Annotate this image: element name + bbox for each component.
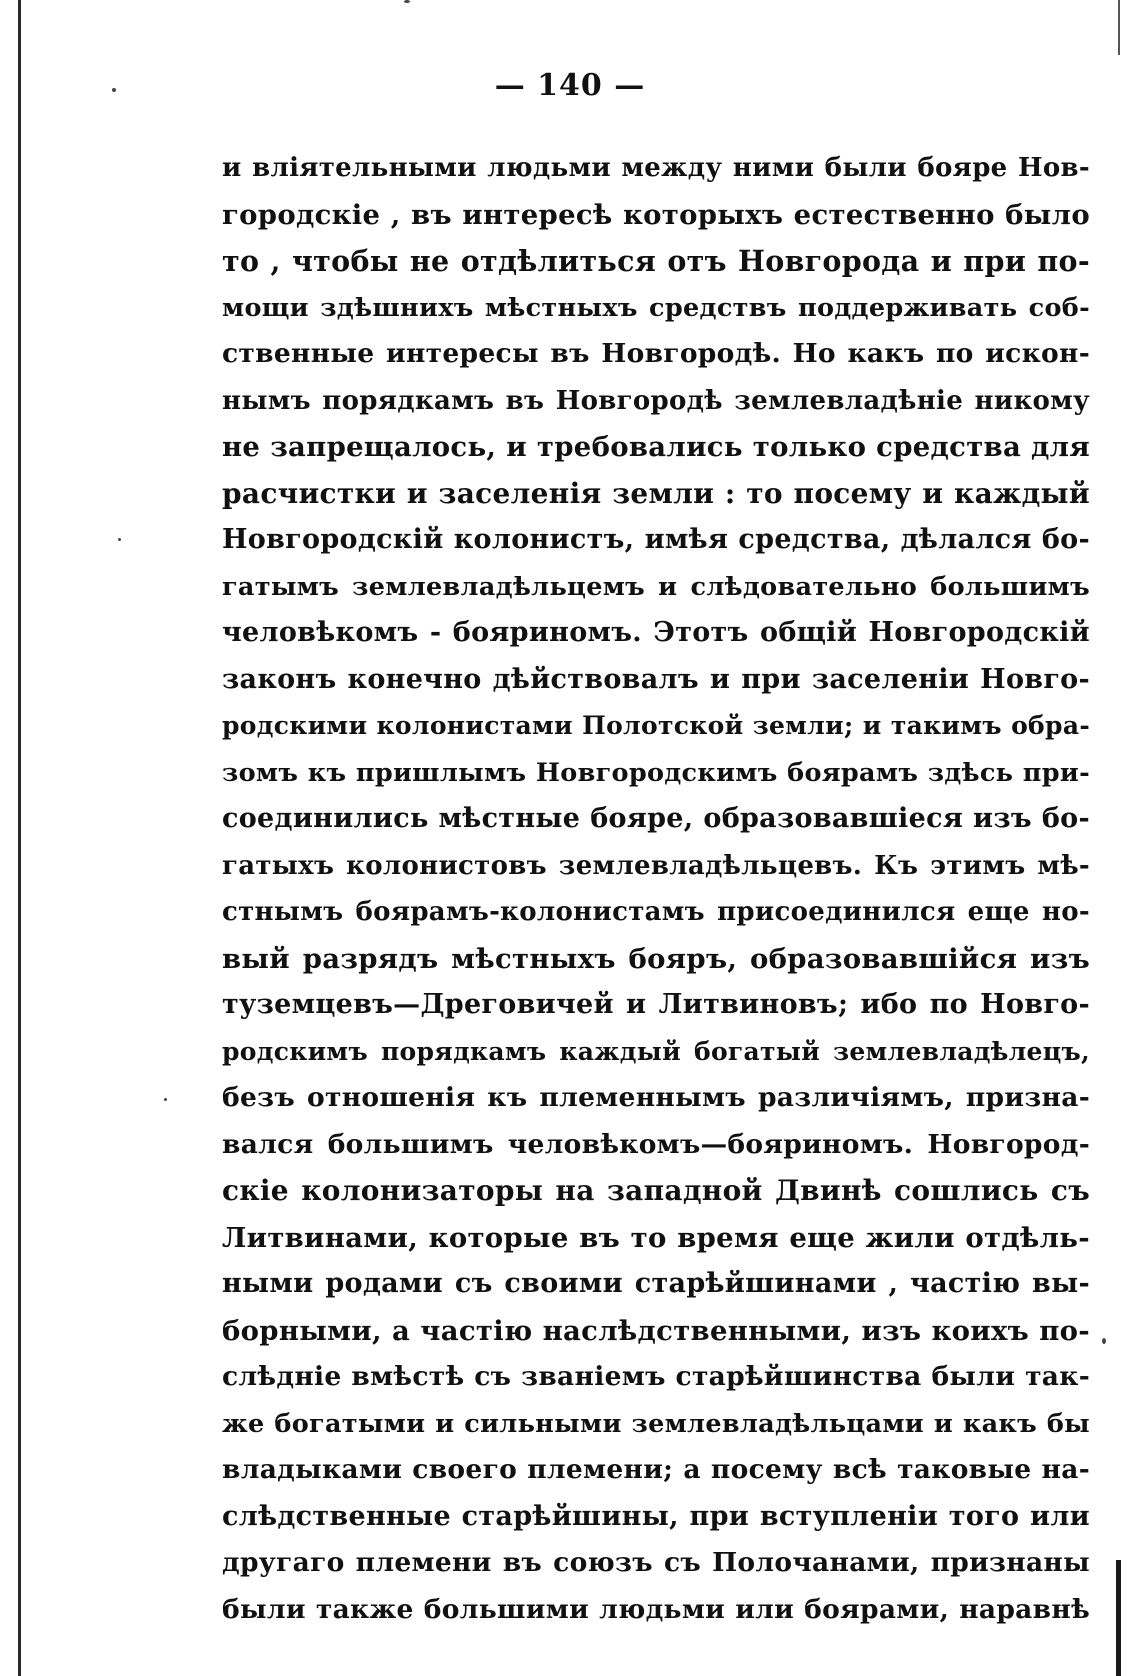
text-line: безъ отношенія къ племеннымъ различіямъ, призна- <box>222 1082 1090 1113</box>
page-edge-right-bottom <box>1116 1560 1121 1676</box>
text-line: слѣдніе вмѣстѣ съ званіемъ старѣйшинства были так- <box>222 1361 1090 1392</box>
text-line: гатымъ землевладѣльцемъ и слѣдовательно большимъ <box>222 571 1090 602</box>
page-edge-right-top <box>1118 0 1120 55</box>
text-line: родскимъ порядкамъ каждый богатый землевладѣлецъ, <box>222 1036 1090 1066</box>
text-line: не запрещалось, и требовались только средства для <box>222 431 1090 463</box>
text-line: ственные интересы въ Новгородѣ. Но какъ по искон- <box>222 338 1090 369</box>
text-line: стнымъ боярамъ-колонистамъ присоединился еще но- <box>222 897 1090 927</box>
print-speck <box>164 1098 167 1101</box>
text-line: скіе колонизаторы на западной Двинѣ сошлись съ <box>222 1174 1090 1207</box>
text-line: родскими колонистами Полотской земли; и такимъ обра- <box>222 711 1090 740</box>
text-line: гатыхъ колонистовъ землевладѣльцевъ. Къ этимъ мѣ- <box>222 850 1090 881</box>
text-line: законъ конечно дѣйствовалъ и при заселеніи Новго- <box>222 663 1090 695</box>
text-line: человѣкомъ - бояриномъ. Этотъ общій Новгородскій <box>222 617 1090 648</box>
page-edge-left <box>18 0 21 1676</box>
text-line: Новгородскій колонистъ, имѣя средства, дѣлался бо- <box>222 524 1090 555</box>
print-speck <box>404 0 410 3</box>
text-line: ными родами съ своими старѣйшинами , частію вы- <box>222 1268 1090 1299</box>
text-line: вался большимъ человѣкомъ—бояриномъ. Новгород- <box>222 1128 1090 1160</box>
body-text <box>222 145 1090 1633</box>
text-line: владыками своего племени; а посему всѣ таковые на- <box>222 1454 1090 1485</box>
text-line: другаго племени въ союзъ съ Полочанами, признаны <box>222 1547 1090 1578</box>
text-line: и вліятельными людьми между ними были бояре Нов- <box>222 153 1090 183</box>
text-line: городскіе , въ интересѣ которыхъ естественно было <box>222 198 1090 231</box>
text-line: же богатыми и сильными землевладѣльцами и какъ бы <box>222 1408 1090 1439</box>
text-line: то , чтобы не отдѣлиться отъ Новгорода и при по- <box>222 244 1090 278</box>
text-line: мощи здѣшнихъ мѣстныхъ средствъ поддерживать соб- <box>222 292 1090 323</box>
text-line: соединились мѣстные бояре, образовавшіеся изъ бо- <box>222 803 1090 834</box>
text-line: туземцевъ—Дреговичей и Литвиновъ; ибо по Новго- <box>222 989 1090 1020</box>
text-line: зомъ къ пришлымъ Новгородскимъ боярамъ здѣсь при- <box>222 757 1090 788</box>
page-number: — 140 — <box>494 68 646 103</box>
text-line: слѣдственные старѣйшины, при вступленіи того или <box>222 1500 1090 1532</box>
text-line: вый разрядъ мѣстныхъ бояръ, образовавшійся изъ <box>222 942 1090 975</box>
text-line: Литвинами, которые въ то время еще жили отдѣль- <box>222 1221 1090 1254</box>
text-line: расчистки и заселенія земли : то посему и каждый <box>222 476 1090 510</box>
text-line: борными, а частію наслѣдственными, изъ коихъ по- <box>222 1314 1090 1347</box>
print-speck <box>1102 1338 1106 1344</box>
print-speck <box>118 538 121 541</box>
text-line: нымъ порядкамъ въ Новгородѣ землевладѣніе никому <box>222 385 1090 416</box>
text-line: были также большими людьми или боярами, наравнѣ <box>222 1593 1090 1625</box>
